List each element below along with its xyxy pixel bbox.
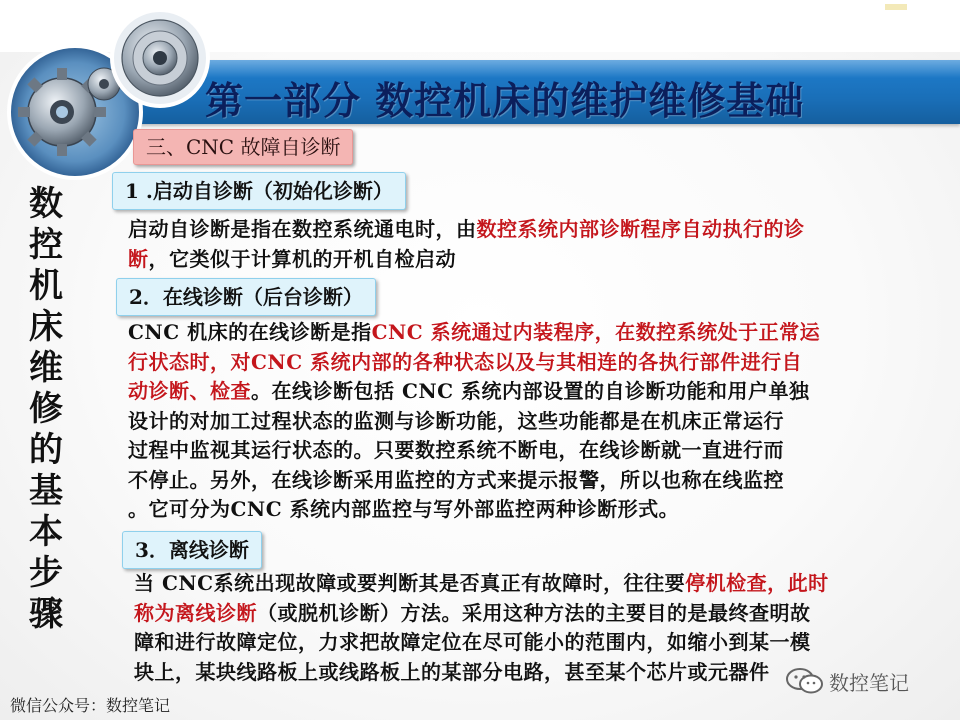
body-text: 障和进行故障定位，力求把故障定位在尽可能小的范围内，如缩小到某一模 bbox=[134, 630, 811, 654]
corner-mark bbox=[885, 0, 907, 12]
body-text: 设计的对加工过程状态的监测与诊断功能，这些功能都是在机床正常运行 bbox=[128, 408, 784, 433]
emphasis-text: 数控系统内部诊断程序自动执行的诊 bbox=[476, 217, 805, 241]
emphasis-text: 行状态时，对CNC 系统内部的各种状态以及与其相连的各执行部件进行自 bbox=[128, 349, 803, 374]
paragraph-line bbox=[128, 377, 820, 407]
paragraph-line bbox=[128, 466, 820, 496]
body-text: ，它类似于计算机的开机自检启动 bbox=[148, 246, 456, 271]
paragraph-line bbox=[128, 407, 820, 437]
side-title: 数控机床维修的基本步骤 bbox=[29, 184, 63, 634]
body-text: 。它可分为CNC 系统内部监控与写外部监控两种诊断形式。 bbox=[128, 497, 680, 521]
subheading-online-diagnosis: 2．在线诊断（后台诊断） bbox=[116, 278, 376, 316]
subheading-startup-diagnosis: 1 .启动自诊断（初始化诊断） bbox=[112, 172, 406, 210]
emphasis-text: 称为离线诊断 bbox=[134, 600, 257, 625]
paragraph-line bbox=[128, 495, 820, 525]
page-title: 第一部分 数控机床的维护维修基础 bbox=[205, 78, 805, 123]
body-text: 当 CNC系统出现故障或要判断其是否真正有故障时，往往要 bbox=[134, 571, 686, 595]
paragraph-line bbox=[134, 569, 829, 599]
paragraph-startup-diagnosis bbox=[128, 215, 805, 274]
paragraph-line bbox=[134, 628, 829, 658]
watermark-right-label: 数控笔记 bbox=[829, 670, 909, 695]
body-text: （或脱机诊断）方法。采用这种方法的主要目的是最终查明故 bbox=[257, 600, 811, 625]
section-tag: 三、CNC 故障自诊断 bbox=[133, 129, 353, 165]
emphasis-text: 停机检查，此时 bbox=[685, 571, 829, 595]
paragraph-line bbox=[134, 658, 829, 688]
paragraph-line bbox=[128, 318, 820, 348]
paragraph-line bbox=[128, 436, 820, 466]
body-text: 。在线诊断包括 CNC 系统内部设置的自诊断功能和用户单独 bbox=[251, 379, 810, 403]
emphasis-text: CNC 系统通过内装程序，在数控系统处于正常运 bbox=[371, 320, 821, 344]
emphasis-text: 断 bbox=[128, 246, 149, 271]
watermark-left: 微信公众号：数控笔记 bbox=[10, 696, 171, 715]
subheading-offline-diagnosis: 3．离线诊断 bbox=[122, 531, 262, 569]
body-text: 启动自诊断是指在数控系统通电时，由 bbox=[128, 217, 477, 241]
body-text: 过程中监视其运行状态的。只要数控系统不断电，在线诊断就一直进行而 bbox=[128, 438, 784, 462]
paragraph-offline-diagnosis bbox=[134, 569, 829, 687]
body-text: 不停止。另外，在线诊断采用监控的方式来提示报警，所以也称在线监控 bbox=[128, 467, 784, 492]
body-text: CNC 机床的在线诊断是指 bbox=[128, 320, 372, 344]
watermark-right bbox=[785, 666, 909, 696]
paragraph-line bbox=[128, 245, 805, 275]
paragraph-line bbox=[128, 215, 805, 245]
body-text: 块上，某块线路板上或线路板上的某部分电路，甚至某个芯片或元器件 bbox=[134, 659, 770, 684]
wechat-icon bbox=[785, 667, 825, 695]
paragraph-online-diagnosis bbox=[128, 318, 820, 525]
paragraph-line bbox=[134, 599, 829, 629]
paragraph-line bbox=[128, 348, 820, 378]
emphasis-text: 动诊断、检查 bbox=[128, 379, 251, 403]
